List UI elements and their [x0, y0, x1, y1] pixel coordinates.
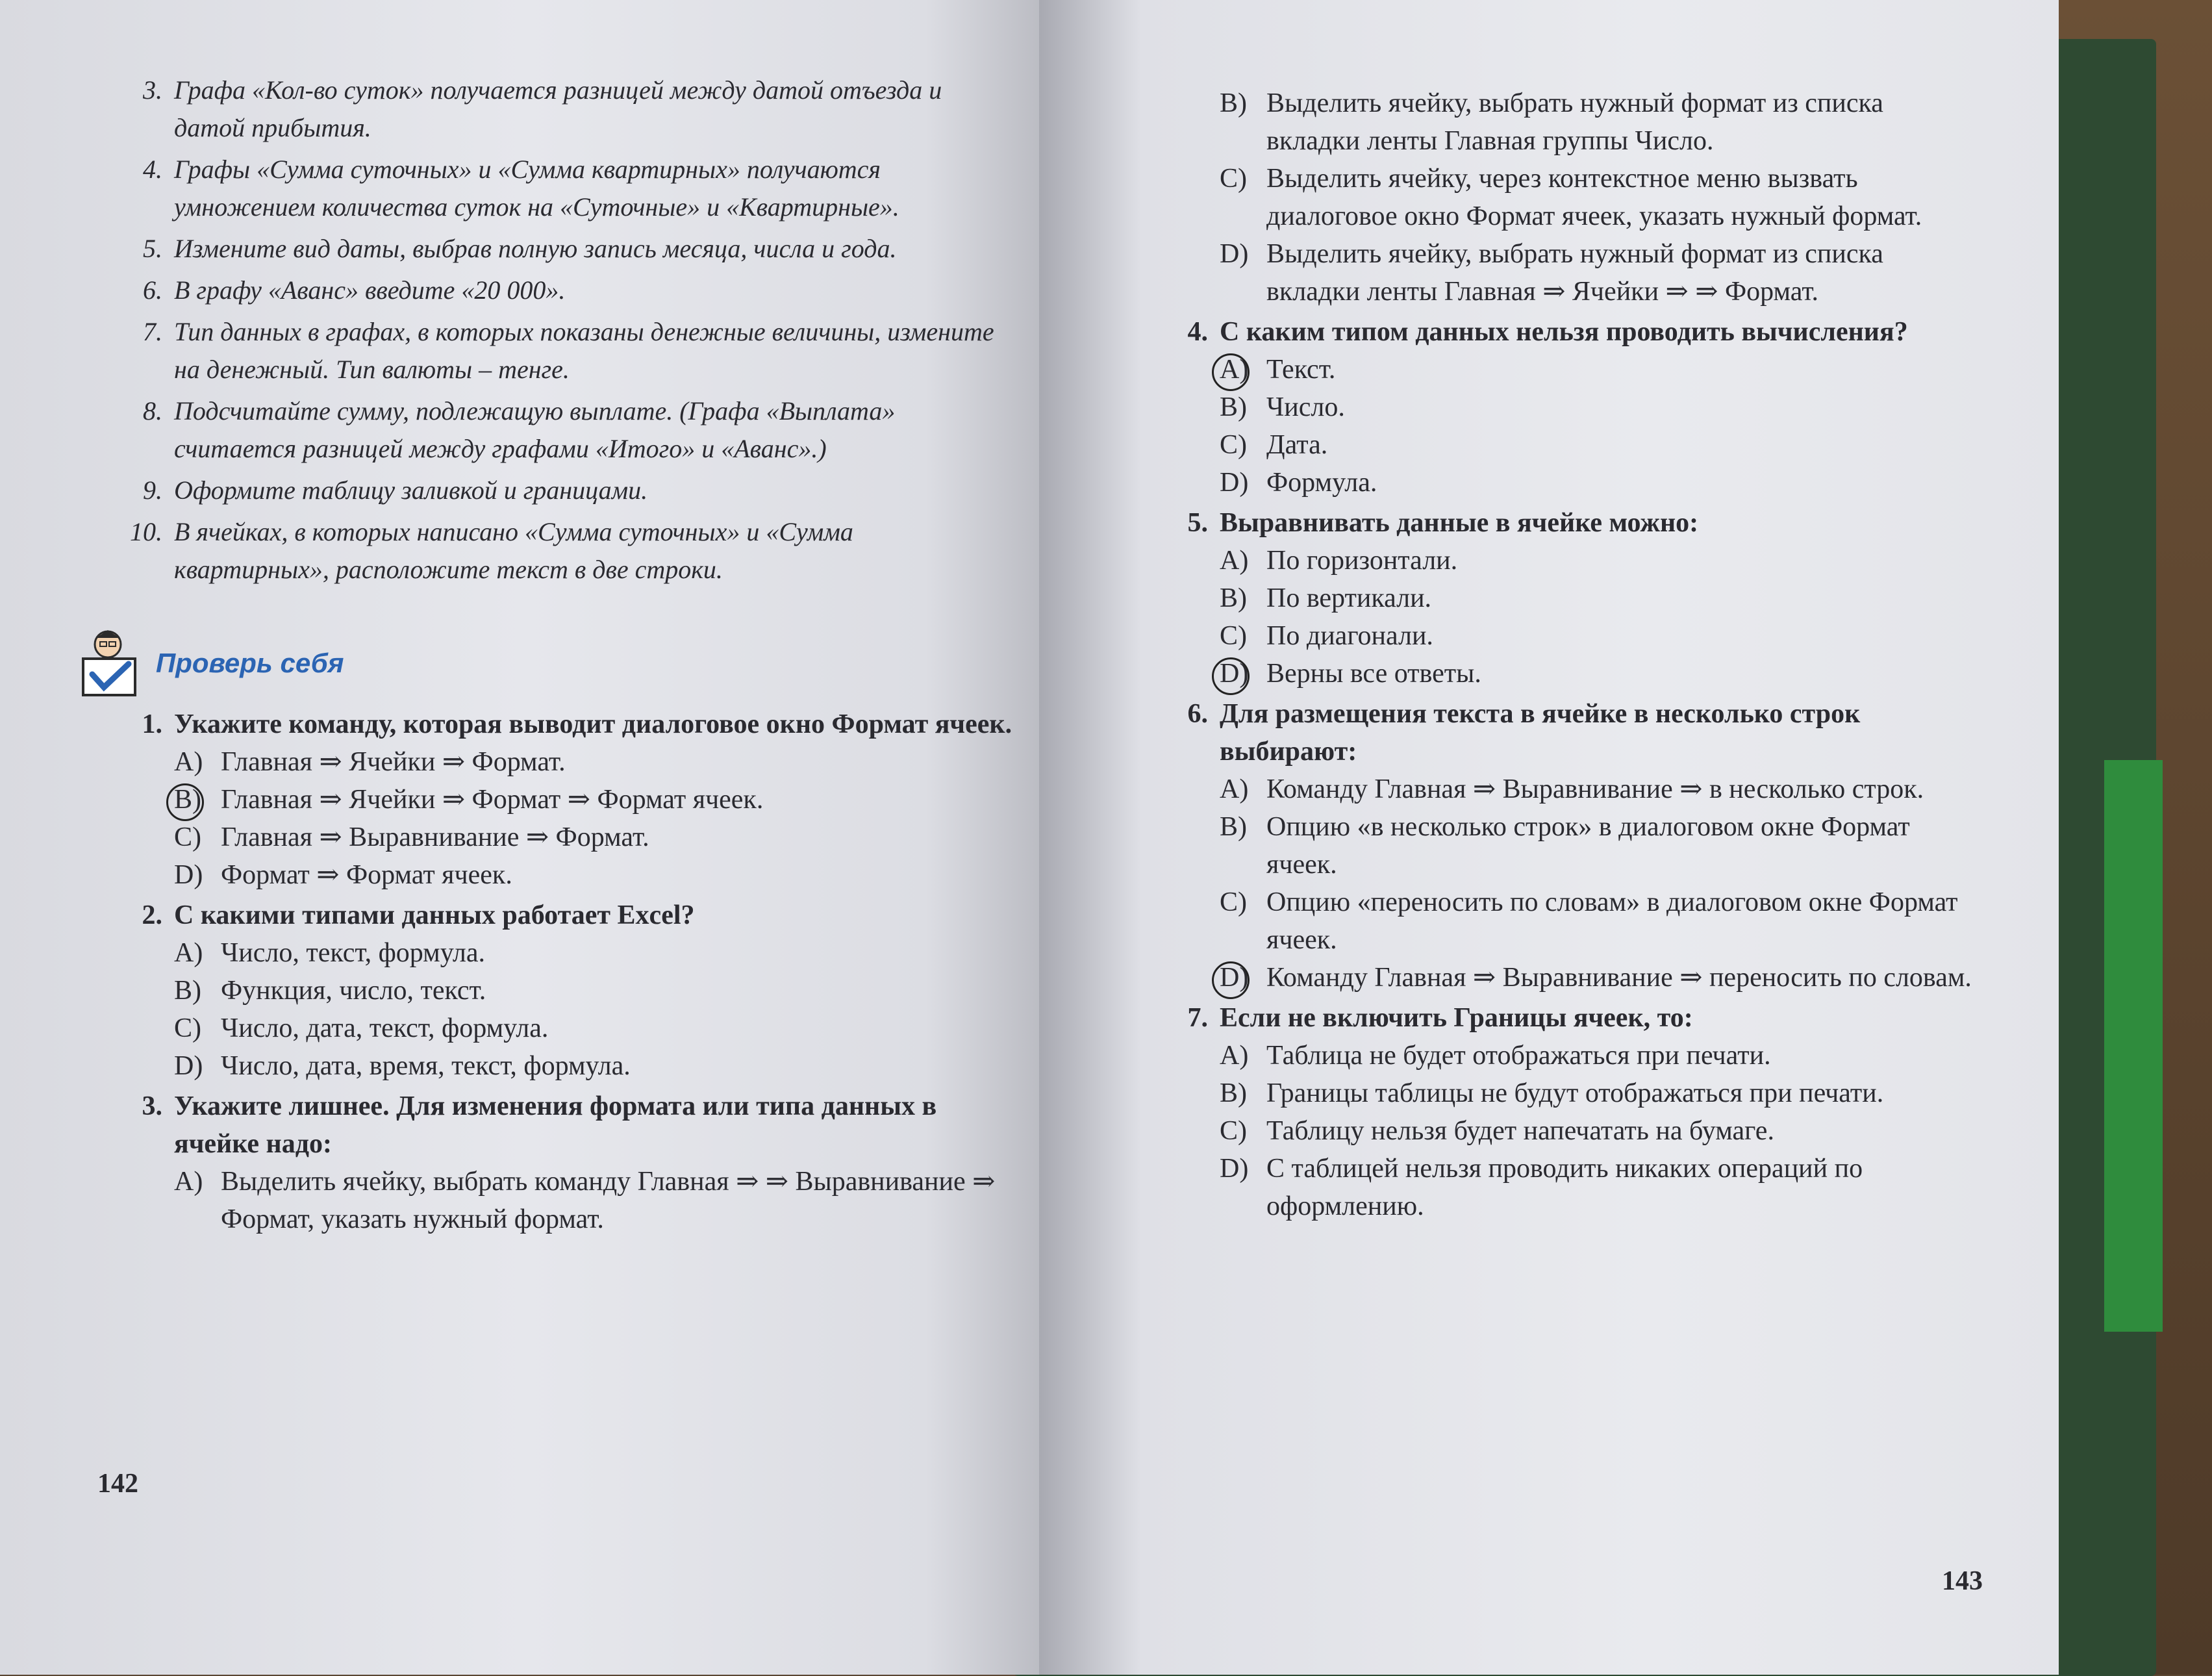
instruction-text: Графы «Сумма суточных» и «Сумма квартирных» получаются умножением количества суток на «Суточные» и «Квартирные». [174, 155, 899, 222]
answer-option [1220, 808, 1981, 883]
answer-letter: C) [1220, 887, 1247, 917]
answer-text: Текст. [1266, 355, 1336, 385]
answer-letter-circled: D) [1220, 655, 1266, 692]
page-number-right: 143 [1942, 1566, 1983, 1596]
answer-text: С таблицей нельзя проводить никаких операций по оформлению. [1266, 1154, 1863, 1221]
answer-option [174, 1163, 1013, 1238]
answer-text: Число. [1266, 392, 1345, 422]
answer-text: Дата. [1266, 430, 1328, 460]
answer-letter: A) [1220, 546, 1249, 576]
answer-letter: D) [1220, 239, 1249, 269]
answer-letter: D) [1220, 468, 1249, 498]
instruction-number: 7. [143, 317, 162, 346]
answer-option [174, 934, 1013, 972]
instruction-item [117, 272, 1013, 309]
answer-text: Число, дата, время, текст, формула. [221, 1051, 631, 1081]
answer-text: Главная ⇒ Выравнивание ⇒ Формат. [221, 822, 649, 852]
answer-option [1220, 1074, 1981, 1112]
answer-letter: D) [174, 860, 203, 890]
instruction-text: Измените вид даты, выбрав полную запись месяца, числа и года. [174, 234, 897, 263]
check-yourself-header [78, 628, 1013, 699]
instruction-text: Подсчитайте сумму, подлежащую выплате. (Графа «Выплата» считается разницей между графами «Итого» и «Аванс».) [174, 396, 896, 463]
check-yourself-title: Проверь себя [156, 648, 344, 678]
answer-text: Формула. [1266, 468, 1377, 498]
answer-letter: C) [174, 1013, 201, 1043]
answer-text: Число, дата, текст, формула. [221, 1013, 549, 1043]
question-number: 1. [142, 709, 162, 739]
answer-text: Формат ⇒ Формат ячеек. [221, 860, 512, 890]
question-block [1163, 999, 1981, 1225]
answer-letter: C) [1220, 1116, 1247, 1146]
answer-letter: C) [1220, 164, 1247, 194]
question-text: Для размещения текста в ячейке в несколько строк выбирают: [1220, 699, 1861, 767]
answer-letter: D) [1220, 1154, 1249, 1184]
answer-letter: B) [174, 976, 201, 1006]
instruction-number: 6. [143, 275, 162, 305]
question-block [117, 705, 1013, 894]
answer-text: Команду Главная ⇒ Выравнивание ⇒ в несколько строк. [1266, 774, 1924, 804]
question-block [117, 896, 1013, 1085]
question-number: 7. [1187, 1003, 1208, 1033]
answer-letter: A) [1220, 774, 1249, 804]
instruction-item [117, 230, 1013, 268]
instruction-item [117, 513, 1013, 589]
instruction-text: В ячейках, в которых написано «Сумма суточных» и «Сумма квартирных», расположите текст в две строки. [174, 517, 853, 584]
answer-text: Таблица не будет отображаться при печати. [1266, 1041, 1771, 1071]
answer-text: Таблицу нельзя будет напечатать на бумаге. [1266, 1116, 1774, 1146]
answer-option [1220, 542, 1981, 579]
answer-text: По диагонали. [1266, 621, 1433, 651]
question-heading [1163, 504, 1981, 542]
answer-letter: B) [1220, 583, 1247, 613]
question-text: Выравнивать данные в ячейке можно: [1220, 508, 1699, 538]
answer-text: Главная ⇒ Ячейки ⇒ Формат. [221, 747, 566, 777]
question-heading [117, 1087, 1013, 1163]
answer-option [1220, 617, 1981, 655]
answer-text: По горизонтали. [1266, 546, 1458, 576]
answer-letter: C) [1220, 430, 1247, 460]
answer-option [174, 819, 1013, 856]
answer-letter: B) [1220, 1078, 1247, 1108]
continued-options [1163, 84, 1981, 311]
question-heading [117, 896, 1013, 934]
answer-letter: A) [1220, 1041, 1249, 1071]
left-page [0, 0, 1052, 1675]
answer-option [1220, 1150, 1981, 1225]
instruction-item [117, 392, 1013, 468]
answer-option [174, 743, 1013, 781]
cover-stripe [2104, 760, 2163, 1332]
page-number-left: 142 [97, 1469, 138, 1499]
instruction-number: 5. [143, 234, 162, 263]
answer-option [1220, 959, 1981, 997]
question-text: Если не включить Границы ячеек, то: [1220, 1003, 1693, 1033]
answer-option [1220, 1037, 1981, 1074]
answer-text: Опцию «переносить по словам» в диалоговом окне Формат ячеек. [1266, 887, 1958, 955]
question-block [117, 1087, 1013, 1238]
instruction-number: 4. [143, 155, 162, 184]
answer-letter: A) [174, 1167, 203, 1197]
answer-text: Выделить ячейку, выбрать нужный формат из списка вкладки ленты Главная ⇒ Ячейки ⇒ ⇒ Формат. [1266, 239, 1883, 307]
instruction-item [117, 313, 1013, 388]
instruction-item [117, 71, 1013, 147]
answer-option [1220, 770, 1981, 808]
instruction-number: 10. [130, 517, 162, 546]
answer-option [1220, 351, 1981, 388]
answer-option [1220, 235, 1981, 311]
answer-letter-circled: D) [1220, 959, 1266, 997]
answer-option [1220, 388, 1981, 426]
right-question-list [1163, 313, 1981, 1225]
answer-letter: B) [1220, 812, 1247, 842]
instruction-text: Тип данных в графах, в которых показаны денежные величины, измените на денежный. Тип валюты – тенге. [174, 317, 994, 384]
question-block [1163, 313, 1981, 502]
instruction-text: В графу «Аванс» введите «20 000». [174, 275, 566, 305]
answer-letter: B) [1220, 392, 1247, 422]
answer-letter: A) [174, 747, 203, 777]
question-number: 3. [142, 1091, 162, 1121]
question-block [1163, 504, 1981, 692]
answer-text: Верны все ответы. [1266, 659, 1481, 689]
question-number: 2. [142, 900, 162, 930]
answer-option [174, 1009, 1013, 1047]
answer-option [174, 972, 1013, 1009]
answer-text: Функция, число, текст. [221, 976, 486, 1006]
right-page [1039, 0, 2059, 1675]
answer-text: Границы таблицы не будут отображаться при печати. [1266, 1078, 1884, 1108]
answer-option [1220, 883, 1981, 959]
answer-option [174, 856, 1013, 894]
answer-letter: D) [174, 1051, 203, 1081]
student-checkmark-icon [78, 628, 149, 699]
answer-option [174, 781, 1013, 819]
answer-letter: A) [174, 938, 203, 968]
question-number: 4. [1187, 317, 1208, 347]
answer-letter-circled: B) [174, 781, 221, 819]
question-text: С каким типом данных нельзя проводить вычисления? [1220, 317, 1908, 347]
question-heading [1163, 695, 1981, 770]
instruction-number: 9. [143, 476, 162, 505]
answer-letter: C) [174, 822, 201, 852]
answer-text: Выделить ячейку, через контекстное меню вызвать диалоговое окно Формат ячеек, указать нужный формат. [1266, 164, 1922, 231]
instruction-item [117, 151, 1013, 226]
question-heading [1163, 313, 1981, 351]
answer-letter: C) [1220, 621, 1247, 651]
answer-text: По вертикали. [1266, 583, 1432, 613]
answer-option [1220, 655, 1981, 692]
answer-text: Команду Главная ⇒ Выравнивание ⇒ переносить по словам. [1266, 963, 1972, 993]
question-text: Укажите лишнее. Для изменения формата или типа данных в ячейке надо: [174, 1091, 937, 1159]
question-number: 5. [1187, 508, 1208, 538]
answer-letter: B) [1220, 88, 1247, 118]
instruction-item [117, 472, 1013, 509]
question-heading [117, 705, 1013, 743]
answer-text: Опцию «в несколько строк» в диалоговом окне Формат ячеек. [1266, 812, 1910, 880]
question-number: 6. [1187, 699, 1208, 729]
answer-text: Число, текст, формула. [221, 938, 485, 968]
answer-text: Главная ⇒ Ячейки ⇒ Формат ⇒ Формат ячеек. [221, 785, 764, 815]
answer-text: Выделить ячейку, выбрать команду Главная ⇒ ⇒ Выравнивание ⇒ Формат, указать нужный формат. [221, 1167, 996, 1234]
question-heading [1163, 999, 1981, 1037]
answer-text: Выделить ячейку, выбрать нужный формат из списка вкладки ленты Главная группы Число. [1266, 88, 1883, 156]
answer-letter-circled: A) [1220, 351, 1266, 388]
instruction-text: Графа «Кол-во суток» получается разницей между датой отъезда и датой прибытия. [174, 75, 942, 142]
instruction-number: 3. [143, 75, 162, 105]
instruction-number: 8. [143, 396, 162, 425]
left-question-list [117, 705, 1013, 1238]
question-block [1163, 695, 1981, 997]
continued-option-block [1163, 84, 1981, 311]
answer-option [1220, 426, 1981, 464]
answer-option [1220, 1112, 1981, 1150]
answer-option [174, 1047, 1013, 1085]
answer-option [1220, 160, 1981, 235]
answer-option [1220, 579, 1981, 617]
answer-option [1220, 464, 1981, 502]
instruction-list [117, 71, 1013, 589]
question-text: С какими типами данных работает Excel? [174, 900, 695, 930]
question-text: Укажите команду, которая выводит диалоговое окно Формат ячеек. [174, 709, 1012, 739]
instruction-text: Оформите таблицу заливкой и границами. [174, 476, 648, 505]
answer-option [1220, 84, 1981, 160]
